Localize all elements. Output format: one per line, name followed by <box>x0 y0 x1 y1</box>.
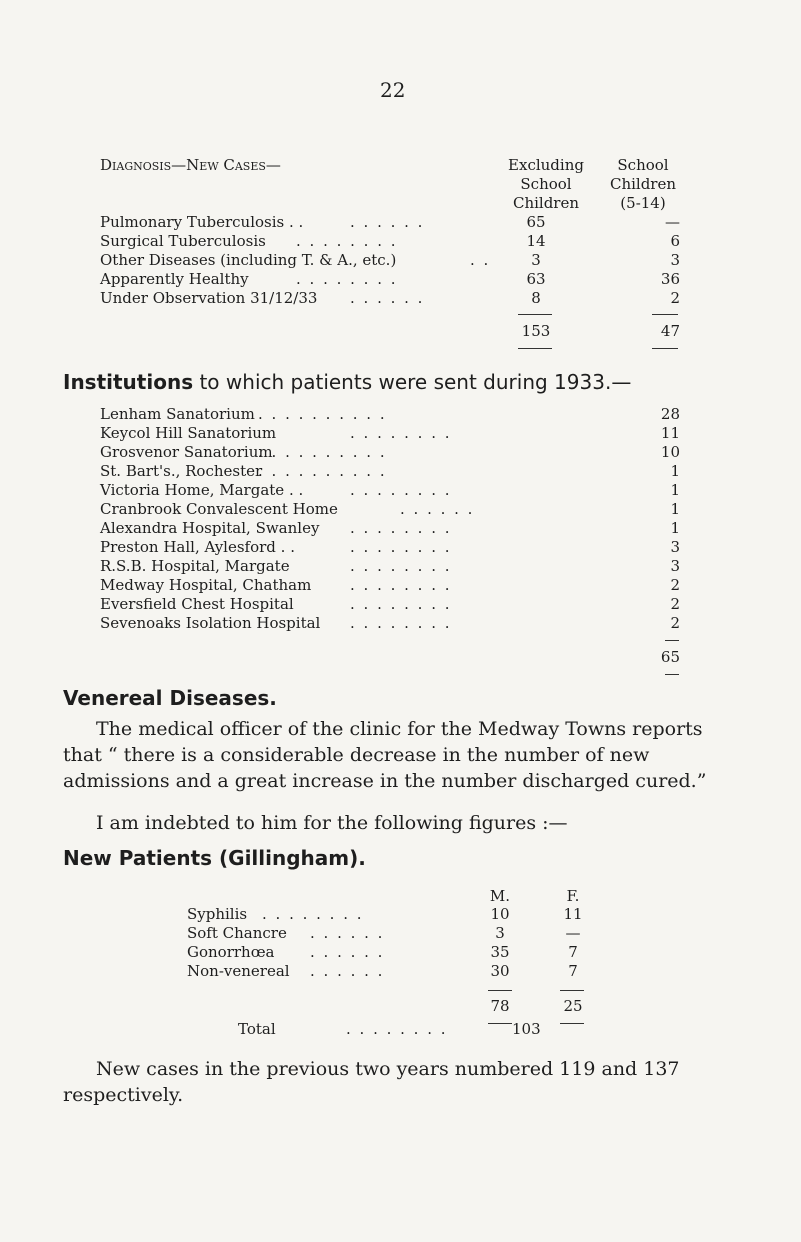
diagnosis-row-excluding: 14 <box>526 232 546 250</box>
institution-count: 2 <box>670 614 680 632</box>
leader-dots: . . . . . . . . <box>296 232 398 250</box>
total-rule <box>518 348 552 349</box>
total-rule <box>488 1023 512 1024</box>
gillingham-total-m: 78 <box>490 997 510 1015</box>
institution-name: St. Bart's., Rochester <box>100 462 263 480</box>
leader-dots: . . . . . . . . <box>350 576 452 594</box>
diagnosis-row-school: 6 <box>670 232 680 250</box>
institutions-heading <box>63 370 631 394</box>
col-excluding-header-2: School <box>520 175 572 193</box>
gillingham-row-label: Non-venereal <box>187 962 290 980</box>
closing-line: respectively. <box>63 1084 184 1106</box>
institution-count: 3 <box>670 557 680 575</box>
institution-count: 2 <box>670 595 680 613</box>
institution-name: Keycol Hill Sanatorium <box>100 424 277 442</box>
institutions-total: 65 <box>660 648 680 666</box>
subtotal-rule <box>518 314 552 315</box>
diagnosis-heading: Diagnosis—New Cases— <box>100 156 281 174</box>
subtotal-rule <box>652 314 678 315</box>
leader-dots: . . . . . . . . <box>350 614 452 632</box>
institutions-heading-bold: Institutions <box>63 370 194 394</box>
gillingham-row-f: — <box>565 924 581 942</box>
institution-name: Cranbrook Convalescent Home <box>100 500 338 518</box>
institution-name: Sevenoaks Isolation Hospital <box>100 614 321 632</box>
institution-count: 1 <box>670 500 680 518</box>
gillingham-row-label: Gonorrhœa <box>187 943 275 961</box>
leader-dots: . . . . . . . . <box>346 1020 448 1038</box>
institution-name: Medway Hospital, Chatham <box>100 576 312 594</box>
leader-dots: . . . . . . . . <box>296 270 398 288</box>
grand-total-label: Total <box>238 1020 276 1038</box>
diagnosis-total-excluding: 153 <box>521 322 551 340</box>
gillingham-total-f: 25 <box>563 997 583 1015</box>
diagnosis-row-excluding: 3 <box>531 251 541 269</box>
gillingham-row-m: 30 <box>490 962 510 980</box>
subtotal-rule <box>560 990 584 991</box>
diagnosis-total-school: 47 <box>660 322 680 340</box>
venereal-heading: Venereal Diseases. <box>63 686 277 710</box>
col-school-header-2: Children <box>609 175 677 193</box>
leader-dots: . . . . . . . . <box>350 481 452 499</box>
leader-dots: . . . . . . . . <box>350 424 452 442</box>
diagnosis-row-label: Under Observation 31/12/33 <box>100 289 318 307</box>
venereal-para2: I am indebted to him for the following figures :— <box>96 812 568 834</box>
venereal-para-line: admissions and a great increase in the number discharged cured.” <box>63 770 707 792</box>
page-number: 22 <box>380 78 406 102</box>
subtotal-rule <box>488 990 512 991</box>
col-school-header-3: (5-14) <box>620 194 666 212</box>
diagnosis-row-excluding: 63 <box>526 270 546 288</box>
diagnosis-row-label: Pulmonary Tuberculosis . . <box>100 213 304 231</box>
institution-count: 28 <box>660 405 680 423</box>
leader-dots: . . . . . . . . . . <box>258 405 387 423</box>
gillingham-row-m: 10 <box>490 905 510 923</box>
col-excluding-header-1: Excluding <box>508 156 584 174</box>
institution-count: 11 <box>660 424 680 442</box>
leader-dots: . . . . . . <box>350 289 425 307</box>
diagnosis-row-label: Apparently Healthy <box>100 270 249 288</box>
institution-count: 1 <box>670 481 680 499</box>
grand-total-value: 103 <box>512 1020 541 1038</box>
institutions-heading-rest: to which patients were sent during 1933.— <box>199 370 632 394</box>
gillingham-row-m: 35 <box>490 943 510 961</box>
total-rule <box>665 674 679 675</box>
leader-dots: . . . . . . <box>350 213 425 231</box>
diagnosis-row-school: 36 <box>660 270 680 288</box>
institution-count: 10 <box>660 443 680 461</box>
diagnosis-row-label: Other Diseases (including T. & A., etc.) <box>100 251 397 269</box>
col-f-header: F. <box>566 887 580 905</box>
gillingham-row-f: 11 <box>563 905 583 923</box>
leader-dots: . . . . . . . . . . <box>258 443 387 461</box>
closing-line: New cases in the previous two years numbered 119 and 137 <box>96 1058 680 1080</box>
leader-dots: . . . . . . <box>310 943 385 961</box>
leader-dots: . . . . . . <box>310 924 385 942</box>
gillingham-heading: New Patients (Gillingham). <box>63 846 366 870</box>
col-school-header-1: School <box>617 156 669 174</box>
leader-dots: . . . . . . . . <box>350 538 452 556</box>
col-m-header: M. <box>489 887 511 905</box>
leader-dots: . . . . . . . . <box>350 595 452 613</box>
leader-dots: . . . . . . . . <box>350 557 452 575</box>
gillingham-row-f: 7 <box>568 962 578 980</box>
total-rule <box>560 1023 584 1024</box>
institution-count: 3 <box>670 538 680 556</box>
diagnosis-row-excluding: 65 <box>526 213 546 231</box>
leader-dots: . . . . . . <box>400 500 475 518</box>
venereal-para-line: that “ there is a considerable decrease in the number of new <box>63 744 650 766</box>
leader-dots: . . <box>470 251 491 269</box>
venereal-para-line: The medical officer of the clinic for the Medway Towns reports <box>96 718 703 740</box>
institution-count: 2 <box>670 576 680 594</box>
leader-dots: . . . . . . <box>310 962 385 980</box>
total-rule <box>652 348 678 349</box>
leader-dots: . . . . . . . . <box>350 519 452 537</box>
col-excluding-header-3: Children <box>512 194 580 212</box>
leader-dots: . . . . . . . . <box>262 905 364 923</box>
subtotal-rule <box>665 640 679 641</box>
institution-count: 1 <box>670 519 680 537</box>
leader-dots: . . . . . . . . . . <box>258 462 387 480</box>
institution-name: Alexandra Hospital, Swanley <box>100 519 320 537</box>
gillingham-row-label: Syphilis <box>187 905 248 923</box>
diagnosis-row-school: 3 <box>670 251 680 269</box>
gillingham-row-label: Soft Chancre <box>187 924 287 942</box>
diagnosis-row-school: — <box>665 213 680 231</box>
institution-name: Eversfield Chest Hospital <box>100 595 294 613</box>
institution-name: Preston Hall, Aylesford . . <box>100 538 295 556</box>
gillingham-row-f: 7 <box>568 943 578 961</box>
institution-name: Grosvenor Sanatorium <box>100 443 273 461</box>
gillingham-row-m: 3 <box>495 924 505 942</box>
diagnosis-row-excluding: 8 <box>531 289 541 307</box>
institution-name: Lenham Sanatorium <box>100 405 255 423</box>
institution-count: 1 <box>670 462 680 480</box>
diagnosis-row-label: Surgical Tuberculosis <box>100 232 266 250</box>
institution-name: R.S.B. Hospital, Margate <box>100 557 290 575</box>
diagnosis-row-school: 2 <box>670 289 680 307</box>
institution-name: Victoria Home, Margate . . <box>100 481 304 499</box>
